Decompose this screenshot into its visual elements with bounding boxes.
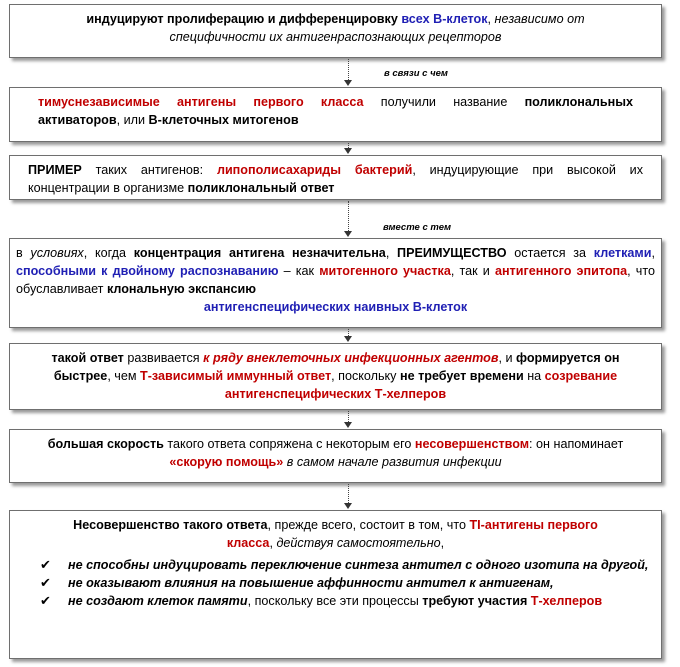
- box1-comma: ,: [487, 12, 495, 26]
- box2-polyclonal-activators: поликлональных активаторов: [38, 95, 633, 127]
- box2-text-2: , или: [116, 113, 149, 127]
- arrow-3: [344, 231, 352, 237]
- box4-cells: клетками: [593, 246, 652, 260]
- connector-1: [348, 59, 349, 80]
- arrow-4: [344, 336, 352, 342]
- limitations-list: [22, 556, 649, 610]
- box5-th-maturation: созревание антигенспецифических Т-хелперов: [224, 369, 618, 401]
- limitation-text-1: , поскольку все эти процессы: [247, 594, 423, 608]
- arrow-6: [344, 503, 352, 509]
- limitation-memory-cells: не создают клеток памяти: [68, 594, 248, 608]
- box2-b-cell-mitogens: В-клеточных митогенов: [148, 113, 299, 127]
- box-limitations: [9, 510, 662, 659]
- connector-note-1: в связи с чем: [384, 68, 448, 79]
- box3-text-2: , индуцирующие при высокой их концентрации в организме: [28, 163, 644, 195]
- box4-text-6: – как: [278, 264, 320, 278]
- box4-advantage: ПРЕИМУЩЕСТВО: [397, 246, 507, 260]
- connector-5: [348, 411, 349, 422]
- check-icon: ✔: [40, 575, 51, 590]
- box5-forms-faster: формируется он быстрее: [53, 351, 620, 383]
- box3-lps: липополисахариды бактерий: [216, 163, 413, 177]
- list-item: [22, 592, 649, 610]
- box4-conditions: условиях: [30, 246, 84, 260]
- box6-text-1: такого ответа сопряжена с некоторым его: [163, 437, 415, 451]
- box7-text-3: ,: [440, 536, 445, 550]
- box4-antigen-epitope: антигенного эпитопа: [494, 264, 628, 278]
- box2-text-1: получили название: [363, 95, 525, 109]
- connector-note-2: вместе с тем: [383, 222, 452, 233]
- box1-all-b-cells: всех В-клеток: [401, 12, 488, 26]
- box4-last-line: [16, 298, 655, 316]
- box5-text-4: , поскольку: [331, 369, 400, 383]
- box4-text-5: ,: [651, 246, 655, 260]
- box4-text-2: , когда: [83, 246, 134, 260]
- box-polyclonal-activation: [9, 4, 662, 58]
- box5-text-5: на: [523, 369, 545, 383]
- box5-t-dependent: Т-зависимый иммунный ответ: [140, 369, 332, 383]
- box7-ti-antigens: TI-антигены первого класса: [226, 518, 598, 550]
- box2-ti-antigens: тимуснезависимые антигены первого класса: [38, 95, 364, 109]
- connector-3: [348, 201, 349, 231]
- box6-ambulance: «скорую помощь»: [169, 455, 284, 469]
- box6-text-2: : он напоминает: [529, 437, 624, 451]
- box7-acting-alone: действуя самостоятельно: [276, 536, 441, 550]
- arrow-1: [344, 80, 352, 86]
- box6-text-3: в самом начале развития инфекции: [283, 455, 502, 469]
- box-response-speed: [9, 343, 662, 410]
- box4-text-3: ,: [385, 246, 398, 260]
- box4-text-1: в: [16, 246, 31, 260]
- box-example: [9, 155, 662, 200]
- box4-clonal-expansion: клональную экспансию: [106, 282, 256, 296]
- box5-no-time: не требует времени: [399, 369, 524, 383]
- box4-double-recognition: способными к двойному распознаванию: [16, 264, 279, 278]
- box4-main-text: [16, 244, 655, 298]
- box6-imperfection: несовершенством: [414, 437, 530, 451]
- box7-imperfection: Несовершенство такого ответа: [73, 518, 268, 532]
- box-imperfection: [9, 429, 662, 483]
- list-item: [22, 556, 649, 574]
- box5-text-1: развивается: [123, 351, 204, 365]
- box5-this-response: такой ответ: [51, 351, 124, 365]
- box4-text-8: , что обуславливает: [16, 264, 655, 296]
- box4-low-concentration: концентрация антигена незначительна: [133, 246, 386, 260]
- box-ti-antigens: [9, 87, 662, 142]
- limitation-require: требуют участия: [422, 594, 528, 608]
- box5-extracellular-agents: к ряду внеклеточных инфекционных агентов: [203, 351, 499, 365]
- box-advantage: [9, 238, 662, 328]
- connector-6: [348, 484, 349, 503]
- check-icon: ✔: [40, 557, 51, 572]
- box1-receptor-independence: независимо от специфичности их антигенраспознающих рецепторов: [169, 12, 585, 44]
- box3-text-1: таких антигенов:: [81, 163, 217, 177]
- box3-polyclonal-response: поликлональный ответ: [187, 181, 335, 195]
- limitation-isotype-switch: не способны индуцировать переключение синтеза антител с одного изотипа на другой,: [68, 558, 649, 572]
- limitation-affinity: не оказывают влияния на повышение аффинности антител к антигенам,: [68, 576, 554, 590]
- check-icon: ✔: [40, 593, 51, 608]
- box6-high-speed: большая скорость: [47, 437, 164, 451]
- arrow-5: [344, 422, 352, 428]
- box3-example: ПРИМЕР: [28, 163, 82, 177]
- box1-text-1: индуцируют пролиферацию и дифференцировку: [86, 12, 402, 26]
- box7-text-2: ,: [269, 536, 277, 550]
- box5-text-3: , чем: [107, 369, 141, 383]
- box4-naive-b-cells: антигенспецифических наивных В-клеток: [203, 300, 468, 314]
- connector-4: [348, 329, 349, 336]
- list-item: [22, 574, 649, 592]
- box7-intro: [22, 516, 649, 552]
- box7-text-1: , прежде всего, состоит в том, что: [267, 518, 470, 532]
- arrow-2: [344, 148, 352, 154]
- box4-text-7: , так и: [450, 264, 495, 278]
- box5-text-2: , и: [498, 351, 517, 365]
- box4-text-4: остается за: [506, 246, 594, 260]
- limitation-t-helpers: Т-хелперов: [530, 594, 603, 608]
- box4-mitogenic-site: митогенного участка: [319, 264, 451, 278]
